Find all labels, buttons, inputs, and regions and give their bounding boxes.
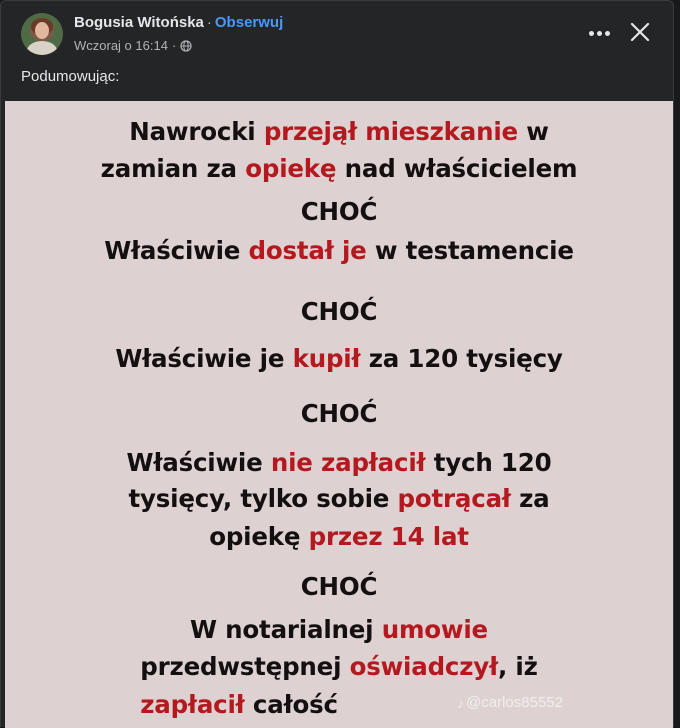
post-meta (74, 38, 192, 53)
image-line: Właściwie dostał je w testamencie (104, 236, 574, 265)
meta-separator: · (171, 38, 177, 53)
image-line: W notarialnej umowie (190, 615, 488, 644)
image-line: Nawrocki przejął mieszkanie w (129, 117, 549, 146)
close-icon[interactable] (628, 20, 652, 44)
image-line: przedwstępnej oświadczył, iż (140, 652, 538, 681)
watermark (457, 694, 563, 711)
author-avatar[interactable] (21, 13, 63, 55)
post-text: Podumowując: (21, 68, 120, 85)
image-line: CHOĆ (300, 572, 378, 601)
follow-button[interactable]: Obserwuj (214, 14, 284, 31)
image-line: CHOĆ (300, 399, 378, 428)
image-line: Właściwie nie zapłacił tych 120 (126, 448, 552, 477)
header-separator: · (206, 14, 212, 31)
post-header (74, 14, 283, 31)
post-timestamp[interactable]: Wczoraj o 16:14 (74, 38, 168, 53)
tiktok-icon: ♪ (457, 694, 464, 711)
image-line: tysięcy, tylko sobie potrącał za (128, 484, 550, 513)
globe-icon[interactable] (180, 40, 192, 52)
image-line: zapłacił całość (140, 690, 338, 719)
author-name[interactable]: Bogusia Witońska (74, 14, 204, 31)
image-line: Właściwie je kupił za 120 tysięcy (115, 344, 563, 373)
image-line: zamian za opiekę nad właścicielem (100, 154, 578, 183)
more-options-icon[interactable] (587, 21, 611, 45)
watermark-handle: @carlos85552 (466, 694, 563, 711)
image-line: CHOĆ (300, 197, 378, 226)
image-line: opiekę przez 14 lat (209, 522, 469, 551)
image-line: CHOĆ (300, 297, 378, 326)
post-image[interactable] (5, 101, 673, 728)
